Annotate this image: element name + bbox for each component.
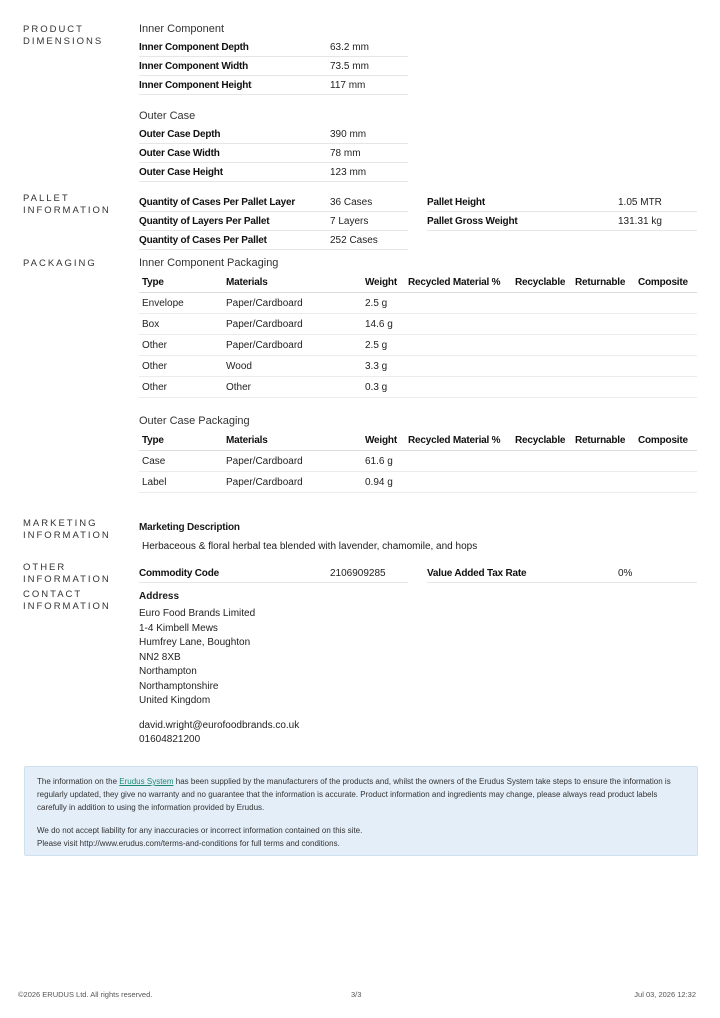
table-row [139,76,408,95]
row-value-2: 1.05 MTR [618,193,697,212]
outer-case-title: Outer Case [139,110,196,122]
column-header: Composite [635,272,697,293]
inner-packaging-table [139,272,697,398]
table-cell: 61.6 g [362,451,405,472]
table-row [139,144,408,163]
liability-text: We do not accept liability for any inaccuracies or incorrect information contained on this site. [37,826,363,835]
table-row [139,57,408,76]
address-line: Northamptonshire [139,680,219,692]
contact-phone: 01604821200 [139,734,201,745]
row-key: Inner Component Width [139,57,330,76]
table-cell [512,314,572,335]
row-key-2: Value Added Tax Rate [427,564,618,583]
table-row [139,193,697,212]
row-value: 63.2 mm [330,38,408,57]
table-cell: 2.5 g [362,293,405,314]
table-row [139,293,697,314]
table-cell [635,356,697,377]
table-cell: 2.5 g [362,335,405,356]
table-cell [572,293,635,314]
table-header-row [139,430,697,451]
disclaimer-paragraph [37,775,687,814]
address-line: Humfrey Lane, Boughton [139,637,251,648]
row-value: 78 mm [330,144,408,163]
table-cell [405,335,512,356]
outer-packaging-title: Outer Case Packaging [139,415,250,427]
disclaimer-text: The information on the [37,777,120,786]
contact-email: david.wright@eurofoodbrands.co.uk [139,719,300,731]
table-cell [405,377,512,398]
table-cell [572,356,635,377]
table-header-row [139,272,697,293]
row-value: 2106909285 [330,564,408,583]
section-label: CONTACT INFORMATION [23,589,111,612]
page-footer [18,990,696,1002]
row-value-2: 131.31 kg [618,212,697,231]
row-key-2 [427,231,618,250]
table-cell: Paper/Cardboard [223,451,362,472]
marketing-description-title: Marketing Description [139,522,240,533]
row-value-2 [618,231,697,250]
row-key-2: Pallet Gross Weight [427,212,618,231]
address-line: Northampton [139,666,197,677]
table-cell [572,314,635,335]
table-row [139,231,697,250]
table-cell [512,377,572,398]
row-key: Quantity of Cases Per Pallet [139,231,330,250]
table-cell [572,377,635,398]
column-header: Recyclable [512,272,572,293]
table-row [139,377,697,398]
table-cell: Label [139,472,223,493]
table-cell: Other [223,377,362,398]
terms-text: Please visit http://www.erudus.com/terms-and-conditions for full terms and conditions. [37,839,340,848]
row-value: 73.5 mm [330,57,408,76]
table-row [139,125,408,144]
address-line: NN2 8XB [139,651,181,663]
inner-packaging-title: Inner Component Packaging [139,257,279,269]
column-header: Recyclable [512,430,572,451]
table-cell [635,314,697,335]
section-label: MARKETING INFORMATION [23,518,111,541]
table-cell [512,356,572,377]
column-header: Weight [362,272,405,293]
table-cell [572,472,635,493]
table-cell [572,451,635,472]
row-key: Inner Component Depth [139,38,330,57]
table-row [139,38,408,57]
disclaimer-text: has been supplied by the manufacturers of the products and, whilst the owners of the Erudus System take steps to ensure the information is regularly updated, they give no warranty and no guarantee that the information is accurate. Product information and ingredients may change, please always read product labels carefully in addition to using the information provided by Erudus. [37,777,671,812]
marketing-description-text: Herbaceous & floral herbal tea blended with lavender, chamomile, and hops [142,541,478,552]
row-key: Outer Case Width [139,144,330,163]
row-value: 117 mm [330,76,408,95]
table-cell: 3.3 g [362,356,405,377]
row-key: Inner Component Height [139,76,330,95]
row-value: 252 Cases [330,231,408,250]
table-row [139,564,697,583]
row-value: 123 mm [330,163,408,182]
table-cell [635,377,697,398]
column-header: Type [139,430,223,451]
column-header: Type [139,272,223,293]
copyright-text: ©2026 ERUDUS Ltd. All rights reserved. [18,990,153,999]
column-header: Returnable [572,272,635,293]
table-cell: Case [139,451,223,472]
section-label: OTHER INFORMATION [23,562,111,585]
table-cell [405,451,512,472]
outer-packaging-table [139,430,697,493]
table-cell: Paper/Cardboard [223,293,362,314]
table-cell [405,293,512,314]
column-header: Returnable [572,430,635,451]
table-cell: Other [139,335,223,356]
table-cell [512,472,572,493]
section-label: PRODUCT DIMENSIONS [23,24,104,47]
table-row [139,212,697,231]
row-value: 36 Cases [330,193,408,212]
table-cell: 0.3 g [362,377,405,398]
table-cell: 0.94 g [362,472,405,493]
inner-dimensions-table [139,38,408,95]
row-key: Quantity of Cases Per Pallet Layer [139,193,330,212]
column-header: Materials [223,272,362,293]
table-row [139,451,697,472]
pallet-table [139,193,697,250]
row-key-2: Pallet Height [427,193,618,212]
table-cell: 14.6 g [362,314,405,335]
table-cell: Wood [223,356,362,377]
disclaimer-box [24,766,698,856]
row-value-2: 0% [618,564,697,583]
table-cell [405,472,512,493]
table-cell [635,335,697,356]
table-cell [635,293,697,314]
column-header: Recycled Material % [405,430,512,451]
table-cell [512,335,572,356]
column-header: Materials [223,430,362,451]
other-info-table [139,564,697,583]
table-cell: Other [139,356,223,377]
table-cell [405,314,512,335]
address-line: 1-4 Kimbell Mews [139,622,218,634]
section-label: PALLET INFORMATION [23,193,111,216]
row-key: Outer Case Height [139,163,330,182]
row-key: Outer Case Depth [139,125,330,144]
table-cell [512,451,572,472]
table-cell: Paper/Cardboard [223,335,362,356]
table-cell [635,451,697,472]
address-title: Address [139,591,180,602]
column-header: Composite [635,430,697,451]
inner-component-title: Inner Component [139,23,224,35]
row-value: 7 Layers [330,212,408,231]
outer-dimensions-table [139,125,408,182]
erudus-system-link[interactable]: Erudus System [119,777,174,786]
address-line: Euro Food Brands Limited [139,608,256,619]
table-cell: Paper/Cardboard [223,314,362,335]
page-number: 3/3 [351,990,362,999]
row-key: Commodity Code [139,564,330,583]
table-row [139,314,697,335]
column-header: Weight [362,430,405,451]
section-label: PACKAGING [23,258,97,269]
table-cell: Other [139,377,223,398]
table-cell [572,335,635,356]
table-cell: Box [139,314,223,335]
address-line: United Kingdom [139,695,211,706]
table-cell [405,356,512,377]
column-header: Recycled Material % [405,272,512,293]
table-cell [635,472,697,493]
table-cell: Paper/Cardboard [223,472,362,493]
table-row [139,163,408,182]
table-row [139,335,697,356]
table-cell: Envelope [139,293,223,314]
print-date: Jul 03, 2026 12:32 [634,990,696,999]
row-value: 390 mm [330,125,408,144]
table-row [139,472,697,493]
table-cell [512,293,572,314]
row-key: Quantity of Layers Per Pallet [139,212,330,231]
table-row [139,356,697,377]
